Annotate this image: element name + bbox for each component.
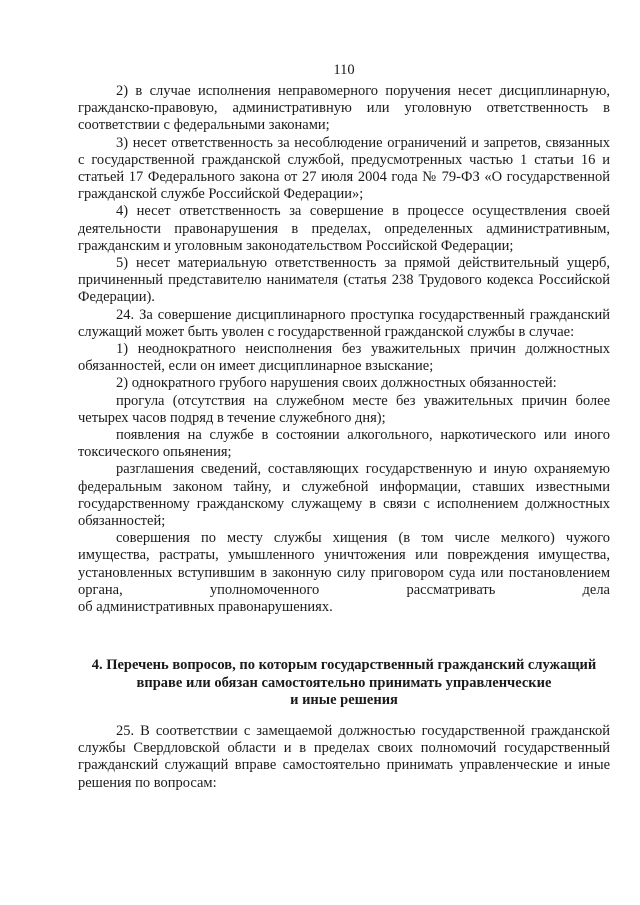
paragraph-disclosure: разглашения сведений, составляющих государственную и иную охраняемую федеральным законом тайну, и служебной информации, ставших известными государственному гражданскому служащему в связи с исполнением должностных обязанностей; (78, 461, 610, 530)
section-heading (78, 657, 610, 710)
paragraph-3-restrictions: 3) несет ответственность за несоблюдение ограничений и запретов, связанных с государственной гражданской службой, предусмотренных частью 1 статьи 16 и статьей 17 Федерального закона от 27 июля 2004 года № 79-ФЗ «О государственной гражданской службе Российской Федерации»; (78, 134, 610, 203)
paragraph-intoxication: появления на службе в состоянии алкогольного, наркотического или иного токсического опьянения; (78, 427, 610, 461)
body-text-top (78, 83, 610, 616)
paragraph-24-1: 1) неоднократного неисполнения без уважительных причин должностных обязанностей, если он имеет дисциплинарное взыскание; (78, 341, 610, 375)
paragraph-25-decisions: 25. В соответствии с замещаемой должностью государственной гражданской службы Свердловской области и в пределах своих полномочий государственный гражданский служащий вправе самостоятельно принимать управленческие и иные решения по вопросам: (78, 723, 610, 791)
paragraph-theft: совершения по месту службы хищения (в том числе мелкого) чужого имущества, растраты, умышленного уничтожения или повреждения имущества, установленных вступившим в законную силу приговором суда или постановлением органа, уполномоченного рассматривать дела (78, 530, 610, 598)
paragraph-5-material-liability: 5) несет материальную ответственность за прямой действительный ущерб, причиненный представителю нанимателя (статья 238 Трудового кодекса Российской Федерации). (78, 255, 610, 306)
paragraph-4-offense: 4) несет ответственность за совершение в процессе осуществления своей деятельности правонарушения в пределах, определенных административным, гражданским и уголовным законодательством Российской Федерации; (78, 203, 610, 254)
paragraph-2-liability: 2) в случае исполнения неправомерного поручения несет дисциплинарную, гражданско-правовую, административную или уголовную ответственность в соответствии с федеральными законами; (78, 83, 610, 134)
paragraph-24-dismissal: 24. За совершение дисциплинарного проступка государственный гражданский служащий может быть уволен с государственной гражданской службы в случае: (78, 306, 610, 340)
page-number: 110 (333, 62, 355, 78)
paragraph-24-2: 2) однократного грубого нарушения своих должностных обязанностей: (116, 375, 557, 392)
body-text-bottom (78, 723, 610, 792)
paragraph-absence: прогула (отсутствия на служебном месте без уважительных причин более четырех часов подряд в течение служебного дня); (78, 392, 610, 426)
paragraph-theft-end: об административных правонарушениях. (78, 599, 333, 616)
heading-line-2: вправе или обязан самостоятельно принимать управленческие (136, 674, 552, 691)
heading-line-3: и иные решения (290, 692, 398, 708)
heading-line-1: 4. Перечень вопросов, по которым государственный гражданский служащий (91, 657, 597, 673)
